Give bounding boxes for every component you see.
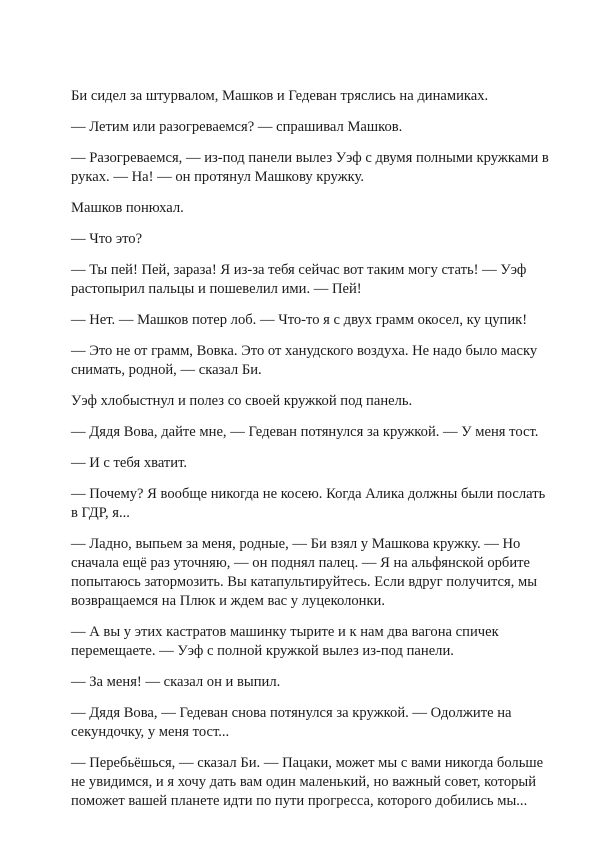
text-line: — Перебьёшься, — сказал Би. — Пацаки, может мы с вами никогда больше <box>71 755 544 771</box>
text-line: — Разогреваемся, — из-под панели вылез Уэф с двумя полными кружками в <box>71 150 549 166</box>
text-line: — Дядя Вова, дайте мне, — Гедеван потянулся за кружкой. — У меня тост. <box>71 424 539 440</box>
text-line: перемещаете. — Уэф с полной кружкой вылез из-под панели. <box>71 643 454 659</box>
paragraph <box>71 485 571 523</box>
text-line: Машков понюхал. <box>71 200 184 216</box>
text-line: — И с тебя хватит. <box>71 455 188 471</box>
paragraph <box>71 704 571 742</box>
paragraph <box>71 754 571 811</box>
paragraph <box>71 87 571 106</box>
text-line: — Что это? <box>71 231 143 247</box>
paragraph <box>71 261 571 299</box>
text-line: — Летим или разогреваемся? — спрашивал Машков. <box>71 119 403 135</box>
paragraph <box>71 392 571 411</box>
text-line: — За меня! — сказал он и выпил. <box>71 674 281 690</box>
text-line: попытаюсь затормозить. Вы катапультируйтесь. Если вдруг получится, мы <box>71 574 538 590</box>
text-line: поможет вашей планете идти по пути прогресса, которого добились мы... <box>71 793 528 809</box>
text-line: снимать, родной, — сказал Би. <box>71 362 262 378</box>
text-line: сначала ещё раз уточняю, — он поднял палец. — Я на альфянской орбите <box>71 555 531 571</box>
text-line: — Почему? Я вообще никогда не косею. Когда Алика должны были послать <box>71 486 546 502</box>
text-line: возвращаемся на Плюк и ждем вас у луцеколонки. <box>71 593 386 609</box>
paragraph <box>71 311 571 330</box>
paragraph <box>71 623 571 661</box>
text-line: — Дядя Вова, — Гедеван снова потянулся за кружкой. — Одолжите на <box>71 705 512 721</box>
paragraph <box>71 423 571 442</box>
text-line: Би сидел за штурвалом, Машков и Гедеван тряслись на динамиках. <box>71 88 489 104</box>
text-line: не увидимся, и я хочу дать вам один маленький, но важный совет, который <box>71 774 537 790</box>
paragraph <box>71 230 571 249</box>
text-line: в ГДР, я... <box>71 505 130 521</box>
text-line: — А вы у этих кастратов машинку тырите и к нам два вагона спичек <box>71 624 499 640</box>
paragraph <box>71 342 571 380</box>
paragraph <box>71 535 571 611</box>
text-line: — Это не от грамм, Вовка. Это от ханудского воздуха. Не надо было маску <box>71 343 538 359</box>
paragraph <box>71 454 571 473</box>
text-line: — Ты пей! Пей, зараза! Я из-за тебя сейчас вот таким могу стать! — Уэф <box>71 262 527 278</box>
text-line: Уэф хлобыстнул и полез со своей кружкой под панель. <box>71 393 413 409</box>
text-line: руках. — На! — он протянул Машкову кружку. <box>71 169 365 185</box>
paragraph <box>71 199 571 218</box>
document-page <box>71 87 571 823</box>
text-line: растопырил пальцы и пошевелил ими. — Пей! <box>71 281 362 297</box>
text-line: секундочку, у меня тост... <box>71 724 230 740</box>
paragraph <box>71 149 571 187</box>
paragraph <box>71 673 571 692</box>
paragraph <box>71 118 571 137</box>
text-line: — Нет. — Машков потер лоб. — Что-то я с двух грамм окосел, ку цупик! <box>71 312 528 328</box>
text-line: — Ладно, выпьем за меня, родные, — Би взял у Машкова кружку. — Но <box>71 536 521 552</box>
